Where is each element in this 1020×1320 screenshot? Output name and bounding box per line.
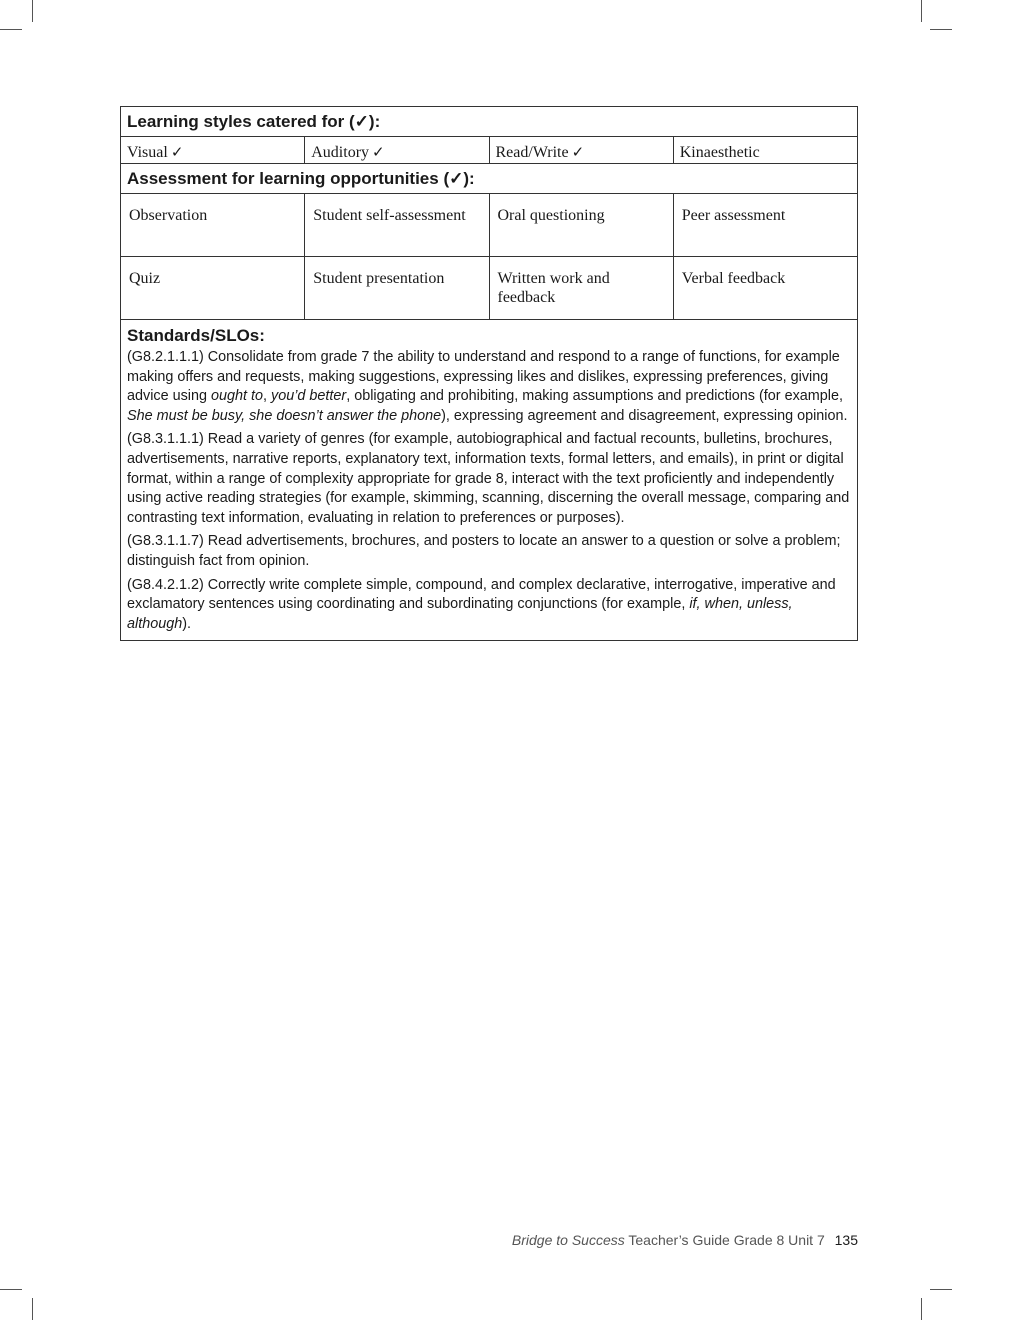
- standards-heading: Standards/SLOs:: [127, 326, 265, 345]
- guide-title: Teacher’s Guide Grade 8 Unit 7: [628, 1232, 825, 1248]
- assessment-option: Oral questioning: [489, 194, 673, 257]
- standards-row: [121, 320, 858, 641]
- crop-mark: [32, 1298, 33, 1320]
- standards-cell: [121, 320, 858, 641]
- slo-paragraph: (G8.4.2.1.2) Correctly write complete simple, compound, and complex declarative, interrogative, imperative and exclamatory sentences using coordinating and subordinating conjunctions (for example, if, when, unless, although).: [127, 576, 836, 632]
- page-number: 135: [834, 1232, 858, 1248]
- learning-styles-heading: Learning styles catered for (✓):: [121, 107, 858, 137]
- assessment-option: Student presentation: [305, 257, 489, 320]
- page-footer: [512, 1232, 858, 1248]
- crop-mark: [930, 1289, 952, 1290]
- crop-mark: [0, 29, 22, 30]
- assessment-row: [121, 257, 858, 320]
- crop-mark: [32, 0, 33, 22]
- assessment-option: Written work and feedback: [489, 257, 673, 320]
- learning-style-auditory: [305, 137, 489, 164]
- learning-style-read-write: [489, 137, 673, 164]
- crop-mark: [930, 29, 952, 30]
- slo-paragraph: (G8.2.1.1.1) Consolidate from grade 7 the ability to understand and respond to a range of functions, for example making offers and requests, making suggestions, expressing likes and dislikes, expressing preferences, giving advice using ought to, you’d better, obligating and prohibiting, making assumptions and predictions (for example, She must be busy, she doesn’t answer the phone), expressing agreement and disagreement, expressing opinion.: [127, 349, 848, 424]
- assessment-option: Verbal feedback: [673, 257, 857, 320]
- crop-mark: [921, 1298, 922, 1320]
- learning-style-kinaesthetic: [673, 137, 857, 164]
- learning-styles-row: [121, 137, 858, 164]
- learning-style-label: Kinaesthetic: [679, 144, 760, 161]
- standards-list: [127, 348, 851, 634]
- assessment-option: Student self-assessment: [305, 194, 489, 257]
- learning-style-label: Visual: [127, 144, 168, 161]
- check-icon: ✓: [571, 143, 585, 161]
- check-icon: ✓: [372, 143, 385, 161]
- learning-style-label: Read/Write: [495, 144, 569, 161]
- check-icon: ✓: [170, 143, 184, 161]
- learning-style-visual: [121, 137, 305, 164]
- book-title: Bridge to Success: [511, 1232, 625, 1248]
- slo-paragraph: (G8.3.1.1.1) Read a variety of genres (for example, autobiographical and factual recounts, bulletins, brochures, advertisements, narrative reports, explanatory text, information texts, formal letters, and emails), in print or digital format, within a range of complexity appropriate for grade 8, interact with the text proficiently and independently using active reading strategies (for example, skimming, scanning, discerning the overall message, comparing and contrasting text information, evaluating in relation to preferences or purposes).: [127, 431, 850, 526]
- lesson-plan-table: [120, 106, 858, 641]
- crop-mark: [921, 0, 922, 22]
- assessment-header-row: [121, 164, 858, 194]
- learning-styles-header-row: [121, 107, 858, 137]
- learning-style-label: Auditory: [311, 144, 370, 161]
- assessment-option: Peer assessment: [673, 194, 857, 257]
- assessment-row: [121, 194, 858, 257]
- assessment-option: Observation: [121, 194, 305, 257]
- assessment-option: Quiz: [121, 257, 305, 320]
- assessment-heading: Assessment for learning opportunities (✓):: [121, 164, 858, 194]
- slo-paragraph: (G8.3.1.1.7) Read advertisements, brochures, and posters to locate an answer to a question or solve a problem; distinguish fact from opinion.: [127, 533, 841, 569]
- crop-mark: [0, 1289, 22, 1290]
